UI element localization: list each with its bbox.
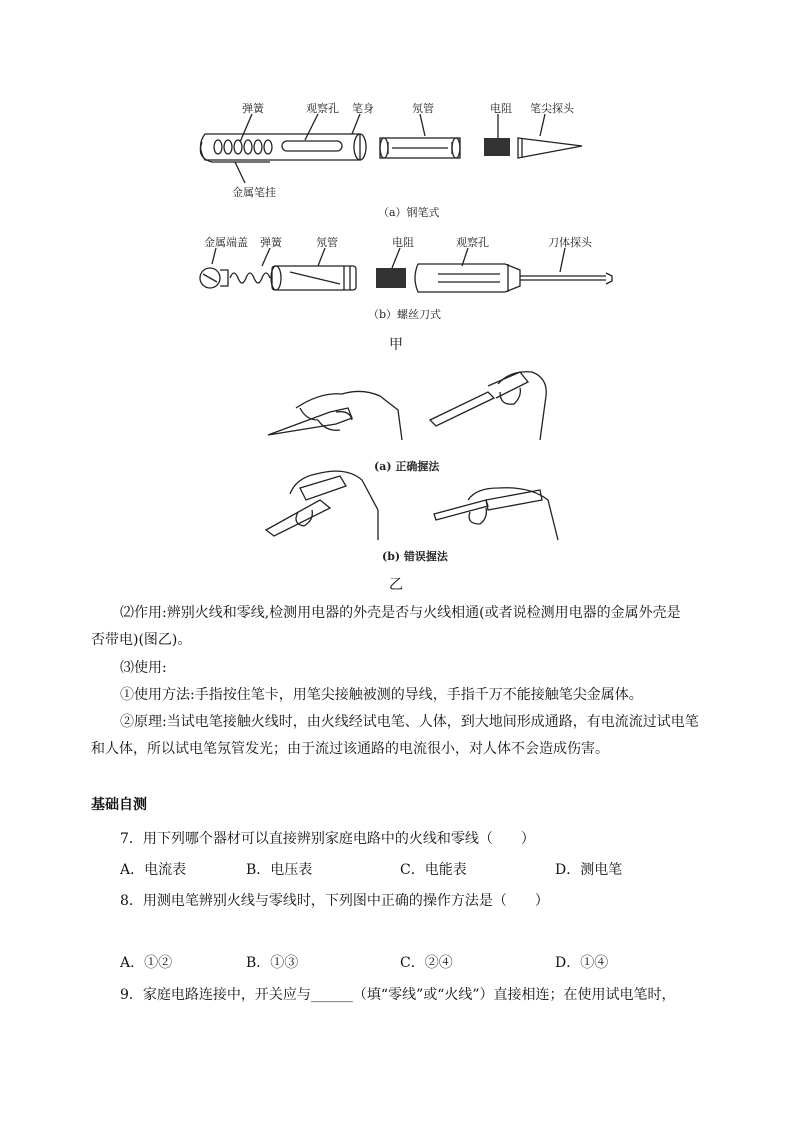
label-pen-tip-probe: 笔尖探头 (530, 102, 574, 115)
figure-yi-title: 乙 (389, 577, 403, 593)
question-9-stem: 9．家庭电路连接中，开关应与______（填“零线”或“火线”）直接相连；在使用试电笔时， (120, 987, 676, 1003)
question-7-option-a: A．电流表 (120, 862, 187, 878)
figure-jia-title: 甲 (389, 337, 403, 353)
label-spring-b: 弹簧 (260, 236, 282, 249)
question-7-option-d: D．测电笔 (555, 862, 623, 878)
label-neon-tube-b: 氖管 (316, 236, 338, 249)
label-neon-tube: 氖管 (412, 102, 434, 115)
paragraph-method: ①使用方法:手指按住笔卡，用笔尖接触被测的导线，手指千万不能接触笔尖金属体。 (120, 687, 643, 703)
question-8-option-b: B．①③ (246, 955, 299, 971)
paragraph-function-line1: ⑵作用:辨别火线和零线,检测用电器的外壳是否与火线相通(或者说检测用电器的金属外壳是 (120, 605, 681, 621)
label-resistor-b: 电阻 (392, 236, 414, 249)
question-7-option-b: B．电压表 (246, 862, 313, 878)
question-8-stem: 8．用测电笔辨别火线与零线时，下列图中正确的操作方法是（ ） (120, 893, 549, 909)
label-observation-hole: 观察孔 (306, 102, 339, 115)
paragraph-use: ⑶使用: (120, 660, 167, 676)
label-spring: 弹簧 (242, 102, 264, 115)
caption-pen-b: （b）螺丝刀式 (368, 308, 442, 321)
label-metal-cap: 金属端盖 (204, 236, 248, 249)
caption-wrong-grip: (b) 错误握法 (382, 550, 448, 563)
label-blade-probe: 刀体探头 (548, 236, 592, 249)
caption-pen-a: （a）钢笔式 (378, 206, 440, 219)
question-7-option-c: C．电能表 (400, 862, 467, 878)
label-resistor: 电阻 (490, 102, 512, 115)
question-7-stem: 7．用下列哪个器材可以直接辨别家庭电路中的火线和零线（ ） (120, 831, 535, 847)
question-8-option-d: D．①④ (555, 955, 609, 971)
question-8-option-a: A．①② (120, 955, 173, 971)
caption-correct-grip: (a) 正确握法 (374, 460, 440, 473)
paragraph-principle-line2: 和人体，所以试电笔氖管发光；由于流过该通路的电流很小，对人体不会造成伤害。 (91, 741, 609, 757)
label-metal-clip: 金属笔挂 (232, 186, 276, 199)
paragraph-principle-line1: ②原理:当试电笔接触火线时，由火线经试电笔、人体，到大地间形成通路，有电流流过试电笔 (120, 714, 699, 730)
paragraph-function-line2: 否带电)(图乙)。 (91, 632, 192, 648)
question-8-option-c: C．②④ (400, 955, 453, 971)
section-title: 基础自测 (91, 797, 147, 813)
label-observation-hole-b: 观察孔 (456, 236, 489, 249)
label-pen-body: 笔身 (352, 102, 374, 115)
